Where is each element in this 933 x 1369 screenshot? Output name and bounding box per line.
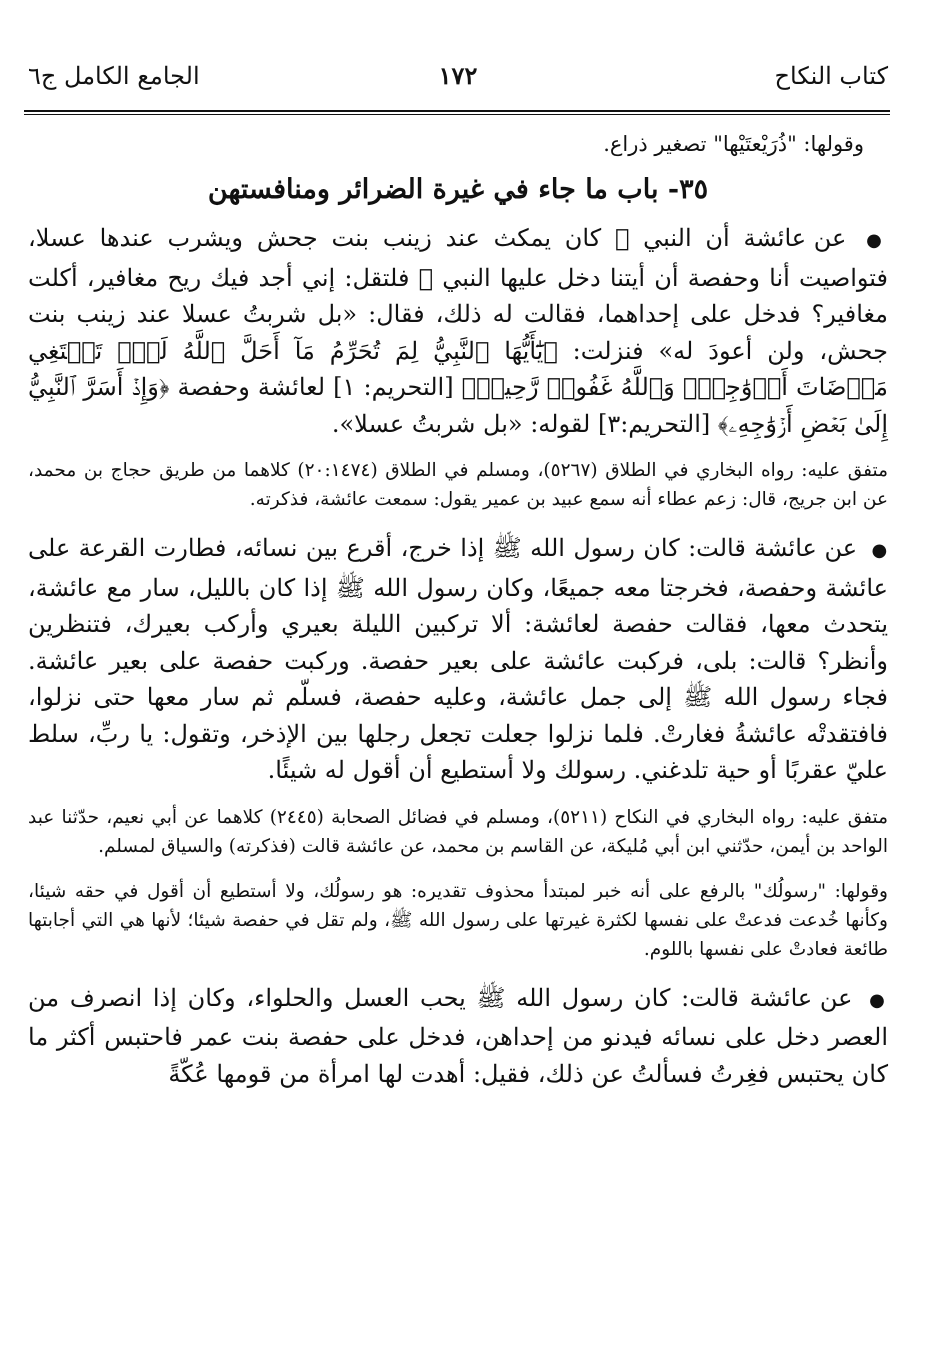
page-number: ١٧٢: [438, 61, 478, 90]
hadith-1-source: متفق عليه: رواه البخاري في الطلاق (٥٢٦٧)، ومسلم في الطلاق (٢٠:١٤٧٤) كلاهما من طريق حجاج بن محمد، عن ابن جريج، قال: زعم عطاء أنه سمع عبيد بن عمير يقول: سمعت عائشة، فذكرته.: [28, 460, 889, 510]
header-rule: [24, 110, 890, 112]
running-header: [28, 56, 888, 96]
bullet-icon: ●: [866, 230, 888, 251]
hadith-2-commentary: وقولها: "رسولُك" بالرفع على أنه خبر لمبتدأ محذوف تقديره: هو رسولُك، ولا أستطيع أن أقول في حقه شيئا، وكأنها خُدعت فدعتْ على نفسها لكثرة غيرتها على رسول الله ﷺ، ولم تقل في حفصة شيئا؛ لأنها هي التي أجابتها طائعة فعادتْ على نفسها باللوم.: [28, 880, 888, 960]
hadith-2: [28, 530, 888, 789]
bullet-icon: ●: [871, 540, 888, 561]
hadith-2-text: عن عائشة قالت: كان رسول الله ﷺ إذا خرج، أقرع بين نسائه، فطارت القرعة على عائشة وحفصة، فخرجتا معه جميعًا، وكان رسول الله ﷺ إذا كان بالليل، سار مع عائشة، يتحدث معها، فقالت حفصة لعائشة: ألا تركبين الليلة بعيري وأركب بعيرك، فتنظرين وأنظر؟ قالت: بلى، فركبت عائشة على بعير حفصة. وركبت حفصة على بعير عائشة. فجاء رسول الله ﷺ إلى جمل عائشة، وعليه حفصة، فسلّم ثم سار معها حتى نزلوا، فافتقدتْه عائشةُ فغارتْ. فلما نزلوا جعلت تجعل رجلها بين الإذخر، وتقول: يا ربِّ، سلط عليّ عقربًا أو حية تلدغني. رسولك ولا أستطيع أن أقول له شيئًا.: [28, 534, 888, 784]
hadith-2-source: متفق عليه: رواه البخاري في النكاح (٥٢١١)، ومسلم في فضائل الصحابة (٢٤٤٥) كلاهما عن أبي نعيم، حدّثنا عبد الواحد بن أيمن، حدّثني ابن أبي مُليكة، عن القاسم بن محمد، عن عائشة قالت (فذكرته) والسياق لمسلم.: [28, 806, 888, 857]
header-rule-thin: [24, 114, 890, 115]
book-title: كتاب النكاح: [774, 62, 888, 90]
top-note: وقولها: "ذُرَيْعتَيْها" تصغير ذراع.: [603, 132, 864, 156]
hadith-1: [28, 220, 888, 442]
chapter-title: ٣٥- باب ما جاء في غيرة الضرائر ومنافستهن: [207, 174, 709, 205]
page-body: [28, 128, 888, 1092]
hadith-1-text: عن عائشة أن النبي ﷺ كان يمكث عند زينب بنت جحش ويشرب عندها عسلا، فتواصيت أنا وحفصة أن أيتنا دخل عليها النبي ﷺ فلتقل: إني أجد فيك ريح مغافير، أكلت مغافير؟ فدخل على إحداهما، فقالت له ذلك، فقال: «بل شربتُ عسلا عند زينب بنت جحش، ولن أعودَ له» فنزلت: ﴿يَٰٓأَيُّهَا ٱلنَّبِيُّ لِمَ تُحَرِّمُ مَآ أَحَلَّ ٱللَّهُ لَكَۖ تَبۡتَغِي مَرۡضَاتَ أَزۡوَٰجِكَۚ وَٱللَّهُ غَفُورٞ رَّحِيمٞ﴾ [التحريم: ١] لعائشة وحفصة ﴿وَإِذۡ أَسَرَّ ٱلنَّبِيُّ إِلَىٰ بَعۡضِ أَزۡوَٰجِهِۦ﴾ [التحريم:٣] لقوله: «بل شربتُ عسلا».: [28, 224, 888, 438]
volume-title: الجامع الكامل ج٦: [28, 62, 200, 90]
bullet-icon: ●: [869, 989, 888, 1011]
hadith-3: [28, 980, 888, 1093]
hadith-3-text: عن عائشة قالت: كان رسول الله ﷺ يحب العسل والحلواء، وكان إذا انصرف من العصر دخل على نسائه فيدنو من إحداهن، فدخل على حفصة بنت عمر فاحتبس أكثر ما كان يحتبس فغِرتُ فسألتُ عن ذلك، فقيل: أهدت لها امرأة من قومها عُكّةً: [28, 983, 888, 1088]
